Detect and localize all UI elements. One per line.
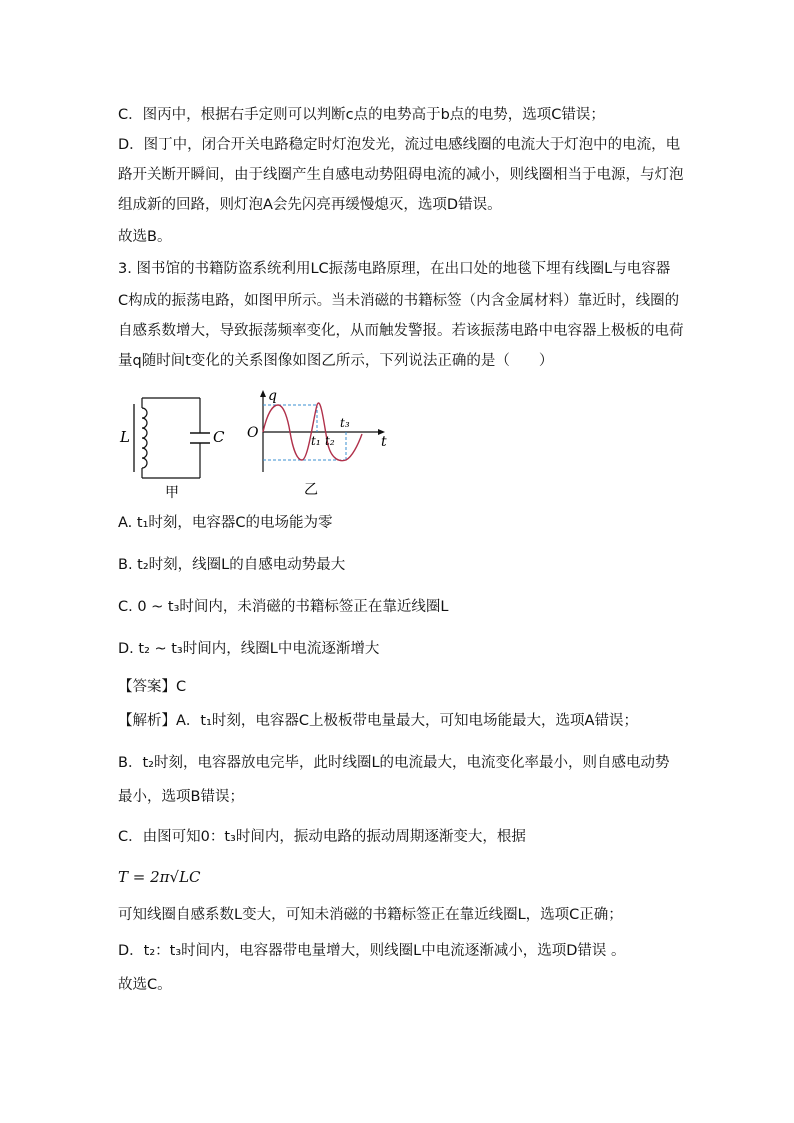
lc-circuit-diagram	[119, 398, 225, 500]
explanation-c-line2: 可知线圈自感系数L变大，可知未消磁的书籍标签正在靠近线圈L，选项C正确；	[118, 907, 623, 923]
graph-origin-label: O	[247, 425, 259, 441]
inductor-coil	[142, 408, 147, 468]
graph-t3-label: t₃	[340, 416, 350, 430]
option-d-previous-line3: 组成新的回路，则灯泡A会先闪亮再缓慢熄灭，选项D错误。	[118, 197, 502, 213]
question-3-line1: 3. 图书馆的书籍防盗系统利用LC振荡电路原理，在出口处的地毯下埋有线圈L与电容器	[118, 261, 671, 277]
explanation-a: 【解析】A．t₁时刻，电容器C上极板带电量最大，可知电场能最大，选项A错误；	[118, 713, 638, 729]
question-3-line4: 量q随时间t变化的关系图像如图乙所示，下列说法正确的是（ ）	[118, 353, 554, 369]
graph-t-label: t	[381, 434, 387, 450]
option-d: D. t₂ ~ t₃时间内，线圈L中电流逐渐增大	[118, 641, 380, 657]
explanation-d: D．t₂：t₃时间内，电容器带电量增大，则线圈L中电流逐渐减小，选项D错误 。	[118, 943, 626, 959]
option-d-previous-line1: D．图丁中，闭合开关电路稳定时灯泡发光，流过电感线圈的电流大于灯泡中的电流，电	[118, 137, 681, 153]
explanation-c-line1: C．由图可知0：t₃时间内，振动电路的振动周期逐渐变大，根据	[118, 829, 526, 845]
previous-conclusion: 故选B。	[118, 229, 172, 245]
explanation-b-line2: 最小，选项B错误；	[118, 789, 244, 805]
option-c-previous: C．图丙中，根据右手定则可以判断c点的电势高于b点的电势，选项C错误；	[118, 107, 605, 123]
answer: 【答案】C	[118, 679, 187, 695]
inductor-label: L	[120, 428, 130, 446]
option-a: A. t₁时刻，电容器C的电场能为零	[118, 515, 333, 531]
capacitor-label: C	[213, 428, 225, 446]
figure-circuit-and-graph	[118, 390, 408, 500]
question-3-line2: C构成的振荡电路，如图甲所示。当未消磁的书籍标签（内含金属材料）靠近时，线圈的	[118, 293, 680, 309]
option-b: B. t₂时刻，线圈L的自感电动势最大	[118, 557, 346, 573]
option-d-previous-line2: 路开关断开瞬间，由于线圈产生自感电动势阻碍电流的减小，则线圈相当于电源，与灯泡	[118, 167, 684, 183]
q-t-graph	[247, 390, 387, 498]
explanation-b-line1: B．t₂时刻，电容器放电完毕，此时线圈L的电流最大，电流变化率最小，则自感电动势	[118, 755, 670, 771]
period-formula: T = 2π√LC	[118, 868, 201, 886]
question-3-line3: 自感系数增大，导致振荡频率变化，从而触发警报。若该振荡电路中电容器上极板的电荷	[118, 323, 684, 339]
graph-caption: 乙	[304, 482, 318, 498]
graph-q-label: q	[268, 390, 277, 404]
conclusion: 故选C。	[118, 977, 172, 993]
option-c: C. 0 ~ t₃时间内，未消磁的书籍标签正在靠近线圈L	[118, 599, 449, 615]
circuit-caption: 甲	[165, 485, 179, 500]
graph-t2-label: t₂	[325, 434, 335, 448]
graph-t1-label: t₁	[311, 434, 321, 448]
